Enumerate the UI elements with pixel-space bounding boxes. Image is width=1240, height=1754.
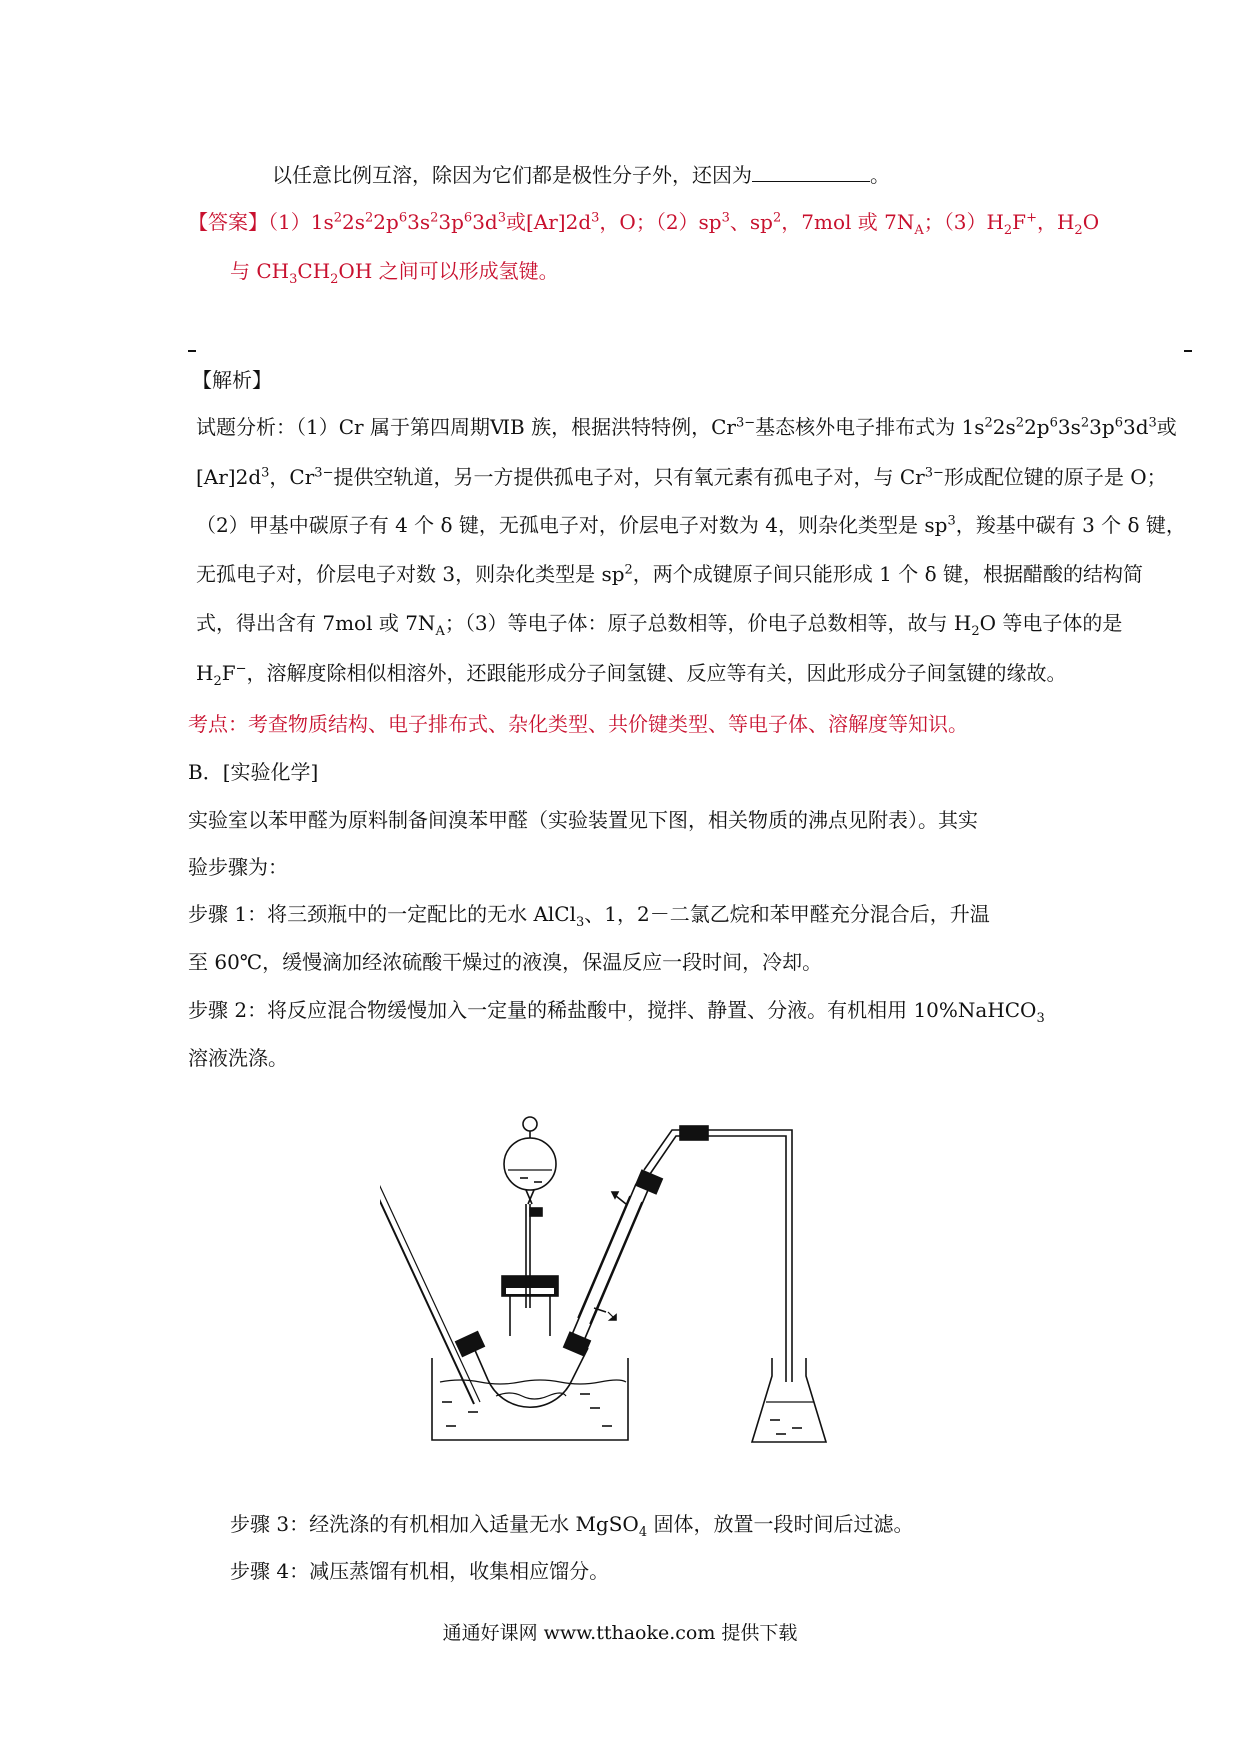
analysis-text: 3s: [1057, 415, 1081, 439]
answer-text: （1）1s: [268, 210, 334, 234]
step-text: 固体，放置一段时间后过滤。: [647, 1512, 914, 1536]
sup: 3−: [735, 415, 756, 431]
sub: 2: [1074, 223, 1083, 238]
analysis-text: O 等电子体的是: [979, 611, 1123, 635]
answer-text: ，7mol 或 7N: [781, 210, 915, 234]
sup: 2: [430, 210, 439, 226]
step-4: 步骤 4：减压蒸馏有机相，收集相应馏分。: [230, 1559, 610, 1583]
divider-tick-right: [1184, 350, 1192, 352]
analysis-text: （2）甲基中碳原子有 4 个 δ 键，无孤电子对，价层电子对数为 4，则杂化类型是 sp: [196, 513, 948, 537]
answer-text: 3s: [407, 210, 431, 234]
analysis-text: 式，得出含有 7mol 或 7N: [196, 611, 436, 635]
sup: 3: [1148, 415, 1157, 431]
step-3: [230, 1510, 913, 1538]
sup: 2: [984, 415, 993, 431]
analysis-text: 2p: [1024, 415, 1050, 439]
analysis-text: 基态核外电子排布式为 1s: [755, 415, 985, 439]
step-text: 步骤 3：经洗涤的有机相加入适量无水 MgSO: [230, 1512, 639, 1536]
sup: 6: [398, 210, 408, 226]
answer-text: OH 之间可以形成氢键。: [338, 259, 559, 283]
section-b-intro-1: 实验室以苯甲醛为原料制备间溴苯甲醛（实验装置见下图，相关物质的沸点见附表）。其实: [188, 808, 978, 832]
kaodian: 考点：考查物质结构、电子排布式、杂化类型、共价键类型、等电子体、溶解度等知识。: [188, 712, 968, 736]
analysis-text: 或: [1156, 415, 1177, 439]
analysis-line-5: [196, 609, 1122, 637]
answer-line-2: [230, 257, 559, 285]
question-end: 。: [870, 163, 890, 187]
analysis-line-6: [196, 659, 1067, 687]
analysis-text: ，Cr: [269, 465, 315, 489]
sup: 6: [463, 210, 473, 226]
answer-text: CH: [297, 259, 331, 283]
sub: 2: [1003, 223, 1013, 238]
sup: 2: [1015, 415, 1025, 431]
sup: 3: [497, 210, 506, 226]
section-b-title: B．[实验化学]: [188, 760, 319, 784]
analysis-line-2: [196, 463, 1167, 491]
sup: +: [1026, 210, 1037, 226]
sub: A: [914, 223, 924, 238]
answer-text: 2p: [373, 210, 399, 234]
sub: 3: [1036, 1011, 1045, 1026]
apparatus-figure: [380, 1112, 860, 1466]
sub: 4: [638, 1525, 648, 1540]
analysis-line-4: [196, 560, 1143, 588]
answer-text: O: [1082, 210, 1100, 234]
sup: 6: [1049, 415, 1058, 431]
step-2-line-2: 溶液洗涤。: [188, 1046, 288, 1070]
condenser: [564, 1184, 648, 1356]
sup: 3: [591, 210, 600, 226]
answer-text: 、sp: [729, 210, 773, 234]
sup: 3: [947, 513, 956, 529]
sup: 2: [365, 210, 374, 226]
answer-text: F: [1012, 210, 1027, 234]
answer-label: 【答案】: [188, 210, 268, 234]
section-b-intro-2: 验步骤为：: [188, 855, 288, 879]
analysis-line-3: [196, 511, 1186, 539]
sup: −: [235, 661, 247, 677]
sup: 2: [624, 562, 633, 578]
sup: 6: [1114, 415, 1123, 431]
answer-text: ；（3）H: [923, 210, 1004, 234]
answer-text: 3p: [438, 210, 464, 234]
analysis-text: ，两个成键原子间只能形成 1 个 δ 键，根据醋酸的结构简: [632, 562, 1143, 586]
answer-blank: [752, 161, 870, 182]
answer-text: 或[Ar]2d: [506, 210, 592, 234]
sub: 3: [575, 915, 585, 930]
step-text: 步骤 1：将三颈瓶中的一定配比的无水 AlCl: [188, 902, 576, 926]
step-text: 、1，2－二氯乙烷和苯甲醛充分混合后，升温: [584, 902, 990, 926]
analysis-text: 3p: [1089, 415, 1115, 439]
sub: 3: [289, 272, 298, 287]
footer: 通通好课网 www.tthaoke.com 提供下载: [442, 1622, 798, 1644]
conical-flask: [752, 1358, 826, 1442]
connecting-tube: [636, 1126, 792, 1382]
analysis-text: 无孤电子对，价层电子对数 3，则杂化类型是 sp: [196, 562, 625, 586]
sub: 2: [971, 624, 980, 639]
answer-text: 2s: [342, 210, 365, 234]
divider-tick-left: [188, 350, 196, 352]
analysis-line-1: [196, 413, 1177, 441]
sup: 3−: [924, 465, 944, 481]
step-1-line-1: [188, 900, 990, 928]
question-tail: [272, 161, 890, 189]
analysis-text: F: [221, 661, 236, 685]
analysis-text: ，溶解度除相似相溶外，还跟能形成分子间氢键、反应等有关，因此形成分子间氢键的缘故。: [246, 661, 1067, 685]
question-text: 以任意比例互溶，除因为它们都是极性分子外，还因为: [272, 163, 752, 187]
answer-text: 3d: [472, 210, 498, 234]
answer-line-1: [188, 208, 1099, 236]
analysis-text: ；（3）等电子体：原子总数相等，价电子总数相等，故与 H: [444, 611, 972, 635]
sup: 3: [261, 465, 270, 481]
analysis-text: [Ar]2d: [196, 465, 262, 489]
answer-text: ，H: [1036, 210, 1075, 234]
analysis-text: 2s: [992, 415, 1016, 439]
analysis-text: 形成配位键的原子是 O；: [943, 465, 1167, 489]
analysis-text: 3d: [1122, 415, 1149, 439]
sup: 3: [721, 210, 730, 226]
step-text: 步骤 2：将反应混合物缓慢加入一定量的稀盐酸中，搅拌、静置、分液。有机相用 10%NaHCO: [188, 998, 1037, 1022]
sup: 2: [772, 210, 782, 226]
sub: A: [435, 624, 445, 639]
step-2-line-1: [188, 996, 1045, 1024]
sub: 2: [213, 674, 222, 689]
sup: 2: [333, 210, 342, 226]
analysis-text: ，羧基中碳有 3 个 δ 键，: [955, 513, 1186, 537]
sub: 2: [330, 272, 339, 287]
apparatus-diagram: [380, 1112, 860, 1462]
analysis-label: 【解析】: [192, 368, 272, 392]
analysis-text: 试题分析：（1）Cr 属于第四周期ⅥB 族，根据洪特特例，Cr: [196, 415, 736, 439]
analysis-text: 提供空轨道，另一方提供孤电子对，只有氧元素有孤电子对，与 Cr: [333, 465, 925, 489]
answer-text: ，O；（2）sp: [599, 210, 722, 234]
analysis-text: H: [196, 661, 214, 685]
step-1-line-2: 至 60℃，缓慢滴加经浓硫酸干燥过的液溴，保温反应一段时间，冷却。: [188, 950, 823, 974]
sup: 2: [1080, 415, 1090, 431]
answer-text: 与 CH: [230, 259, 290, 283]
sup: 3−: [314, 465, 334, 481]
